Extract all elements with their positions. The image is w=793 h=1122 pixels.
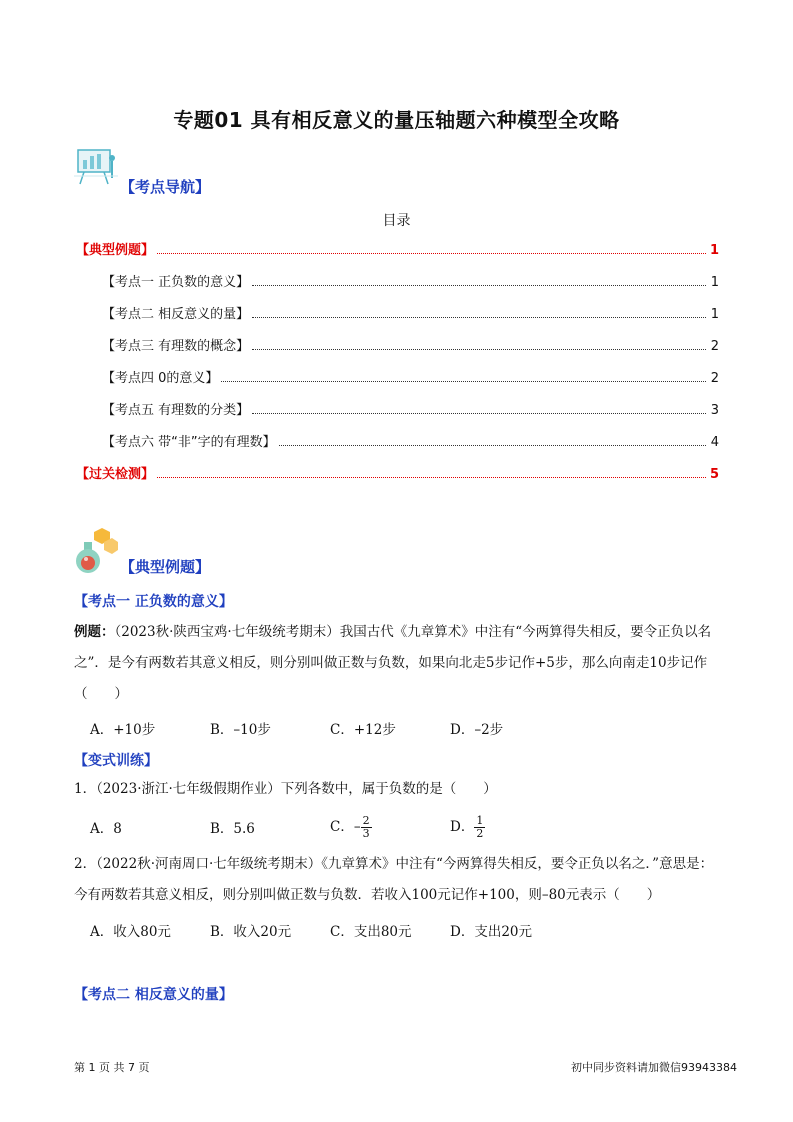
option-c[interactable]: C．– $\frac{2}{3}$ [330, 813, 370, 840]
example-label: 例题： [74, 624, 115, 640]
option-b[interactable]: B．–10步 [210, 722, 271, 738]
flask-icon [72, 528, 118, 574]
toc-item-page: 1 [710, 275, 719, 290]
fraction: $\frac{2}{3}$ [362, 813, 370, 840]
q1-text: 1．（2023·浙江·七年级假期作业）下列各数中，属于负数的是（ ） [74, 781, 497, 797]
footer-note: 初中同步资料请加微信93943384 [571, 1061, 737, 1074]
option-c[interactable]: C．支出80元 [330, 924, 412, 940]
toc-item[interactable] [76, 240, 719, 258]
toc-item-page: 4 [710, 435, 719, 450]
toc-item-label: 【考点一 正负数的意义】 [102, 275, 250, 290]
toc-item-label: 【考点三 有理数的概念】 [102, 339, 250, 354]
option-c[interactable]: C．+12步 [330, 722, 396, 738]
toc-item-label: 【考点二 相反意义的量】 [102, 307, 250, 322]
fraction: $\frac{1}{2}$ [476, 813, 484, 840]
kp1-heading: 【考点一 正负数的意义】 [74, 594, 233, 610]
toc-item[interactable] [76, 400, 719, 418]
example-text-line: 之”．是今有两数若其意义相反，则分别叫做正数与负数，如果向北走5步记作+5步，那么向南走10步记作 [74, 655, 708, 671]
toc-item-page: 3 [710, 403, 719, 418]
toc-list [76, 240, 719, 482]
practice-heading: 【变式训练】 [74, 753, 158, 769]
toc-item[interactable] [76, 304, 719, 322]
examples-heading: 【典型例题】 [120, 558, 211, 576]
toc-item[interactable] [76, 272, 719, 290]
option-d[interactable]: D． $\frac{1}{2}$ [450, 813, 484, 840]
option-d[interactable]: D．支出20元 [450, 924, 533, 940]
toc-item-label: 【典型例题】 [76, 243, 155, 258]
example-text-line: （ ） [74, 686, 128, 702]
toc-item-label: 【过关检测】 [76, 467, 155, 482]
option-d[interactable]: D．–2步 [450, 722, 504, 738]
toc-item-page: 1 [709, 243, 719, 258]
kp2-heading: 【考点二 相反意义的量】 [74, 987, 233, 1003]
toc-item[interactable] [76, 368, 719, 386]
option-b[interactable]: B．5.6 [210, 821, 255, 837]
example-text-line: （2023秋·陕西宝鸡·七年级统考期末）我国古代《九章算术》中注有“今两算得失相反，要令正负以名 [114, 624, 712, 640]
toc-item[interactable] [76, 336, 719, 354]
toc-title: 目录 [382, 213, 411, 229]
option-a[interactable]: A．8 [90, 821, 122, 837]
example-question [74, 617, 734, 710]
toc-item-label: 【考点五 有理数的分类】 [102, 403, 250, 418]
presentation-board-icon [74, 146, 118, 186]
toc-item-page: 5 [709, 467, 719, 482]
toc-item-label: 【考点四 0的意义】 [102, 371, 219, 386]
option-b[interactable]: B．收入20元 [210, 924, 292, 940]
nav-heading: 【考点导航】 [120, 178, 211, 196]
example-options [90, 718, 570, 738]
q2-options [90, 920, 570, 940]
page-number: 第 1 页 共 7 页 [74, 1061, 150, 1074]
page-title: 专题01 具有相反意义的量压轴题六种模型全攻略 [173, 108, 620, 132]
toc-item-label: 【考点六 带“非”字的有理数】 [102, 435, 276, 450]
toc-item-page: 2 [710, 339, 719, 354]
toc-item-page: 1 [710, 307, 719, 322]
option-a[interactable]: A．+10步 [90, 722, 156, 738]
toc-item-page: 2 [710, 371, 719, 386]
option-a[interactable]: A．收入80元 [90, 924, 171, 940]
q1-options [90, 812, 570, 842]
q2-text: 2．（2022秋·河南周口·七年级统考期末）《九章算术》中注有“今两算得失相反，要令正负以名之．”意思是： 今有两数若其意义相反，则分别叫做正数与负数．若收入100元记作+100，则–80元表示（ ） [74, 856, 714, 903]
toc-item[interactable] [76, 432, 719, 450]
toc-item[interactable] [76, 464, 719, 482]
